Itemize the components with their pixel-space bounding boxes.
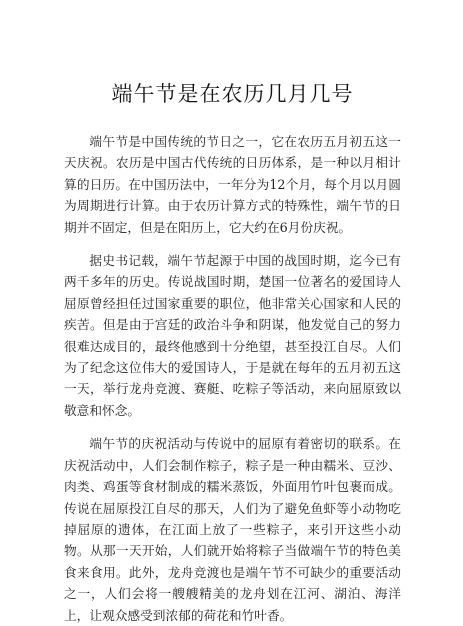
document-title: 端午节是在农历几月几号 <box>111 82 354 106</box>
paragraph-3: 端午节的庆祝活动与传说中的屈原有着密切的联系。在庆祝活动中，人们会制作粽子，粽子是一种由糯米、豆沙、肉类、鸡蛋等食材制成的糯米蒸饭，外面用竹叶包裹而成。传说在屈原投江自尽的那天，人们为了避免鱼虾等小动物吃掉屈原的遗体，在江面上放了一些粽子，来引开这些小动物。从那一天开始，人们就开始将粽子当做端午节的特色美食来食用。此外，龙舟竞渡也是端午节不可缺少的重要活动之一，人们会将一艘艘精美的龙舟划在江河、湖泊、海洋上，让观众感受到浓郁的荷花和竹叶香。 <box>64 436 401 623</box>
paragraph-1: 端午节是中国传统的节日之一，它在农历五月初五这一天庆祝。农历是中国古代传统的日历体系，是一种以月相计算的日历。在中国历法中，一年分为12个月，每个月以月圆为周期进行计算。由于农历计算方式的特殊性，端午节的日期并不固定，但是在阳历上，它大约在6月份庆祝。 <box>64 134 401 235</box>
paragraph-2: 据史书记载，端午节起源于中国的战国时期，迄今已有两千多年的历史。传说战国时期，楚国一位著名的爱国诗人屈原曾经担任过国家重要的职位，他非常关心国家和人民的疾苦。但是由于宫廷的政治斗争和阴谋，他发觉自己的努力很难达成目的，最终他感到十分绝望，甚至投江自尽。人们为了纪念这位伟大的爱国诗人，于是就在每年的五月初五这一天，举行龙舟竞渡、赛艇、吃粽子等活动，来向屈原致以敬意和怀念。 <box>64 253 401 418</box>
